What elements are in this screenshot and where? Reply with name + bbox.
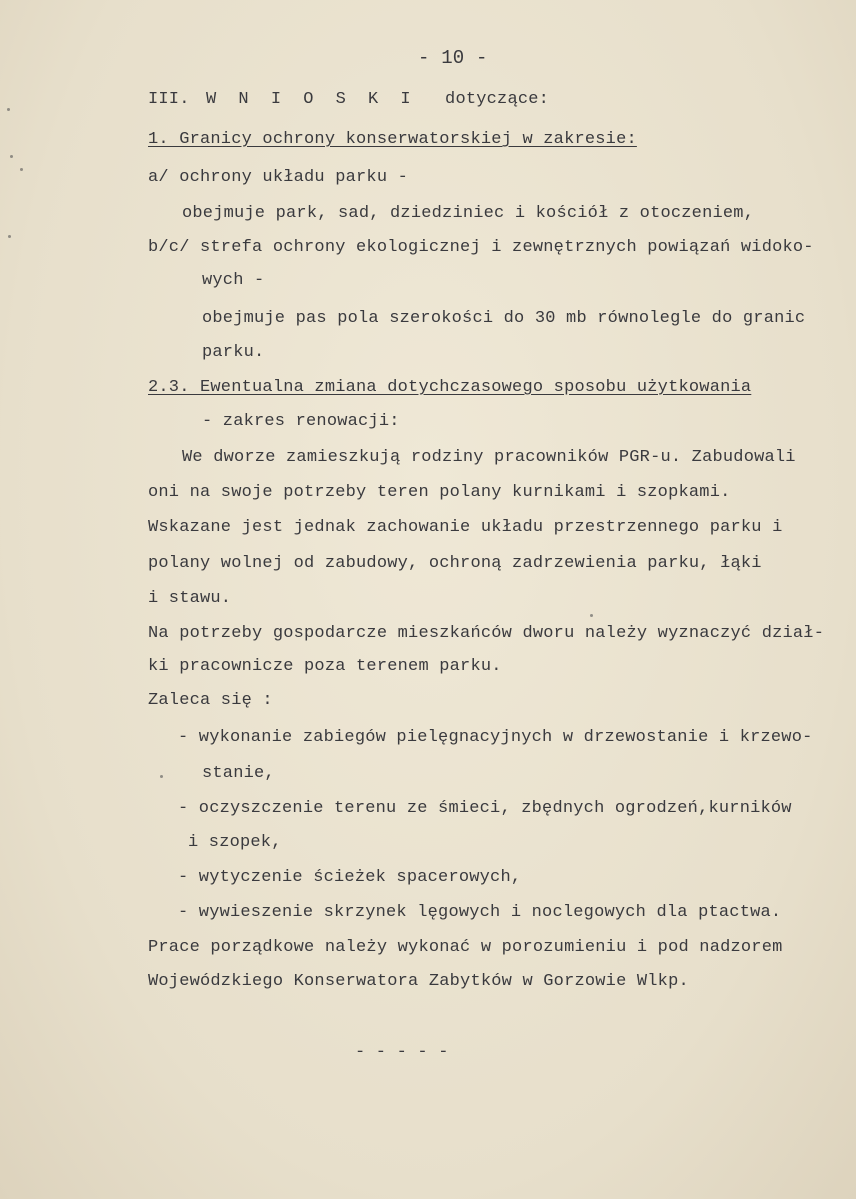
closing-line: Prace porządkowe należy wykonać w porozumieniu i pod nadzorem xyxy=(148,938,783,957)
section-23-subtitle: - zakres renowacji: xyxy=(202,412,400,431)
section-1-item-bc-cont: wych - xyxy=(202,271,265,290)
paragraph-line: Na potrzeby gospodarcze mieszkańców dworu należy wyznaczyć dział- xyxy=(148,624,825,643)
section-1-item-bc: b/c/ strefa ochrony ekologicznej i zewnętrznych powiązań widoko- xyxy=(148,238,814,257)
paper-speck xyxy=(10,155,13,158)
paragraph-line: i stawu. xyxy=(148,589,232,608)
heading-suffix: dotyczące: xyxy=(445,90,550,109)
paragraph-line: Zaleca się : xyxy=(148,691,273,710)
heading-numeral: III. xyxy=(148,90,190,109)
end-mark: - - - - - xyxy=(355,1043,449,1062)
bullet-item-cont: i szopek, xyxy=(188,833,282,852)
bullet-item: - wykonanie zabiegów pielęgnacyjnych w drzewostanie i krzewo- xyxy=(178,728,813,747)
section-1-item-bc-desc: obejmuje pas pola szerokości do 30 mb równolegle do granic xyxy=(202,309,806,328)
paragraph-line: We dworze zamieszkują rodziny pracowników PGR-u. Zabudowali xyxy=(182,448,796,467)
bullet-item: - oczyszczenie terenu ze śmieci, zbędnych ogrodzeń,kurników xyxy=(178,799,792,818)
paragraph-line: polany wolnej od zabudowy, ochroną zadrzewienia parku, łąki xyxy=(148,554,762,573)
closing-line: Wojewódzkiego Konserwatora Zabytków w Gorzowie Wlkp. xyxy=(148,972,689,991)
section-1-item-a: a/ ochrony układu parku - xyxy=(148,168,409,187)
paper-speck xyxy=(8,235,11,238)
paper-speck xyxy=(7,108,10,111)
section-1-item-bc-desc-cont: parku. xyxy=(202,343,265,362)
section-1-title: 1. Granicy ochrony konserwatorskiej w zakresie: xyxy=(148,130,637,149)
paper-speck xyxy=(160,775,163,778)
paper-speck xyxy=(590,614,593,617)
section-1-item-a-desc: obejmuje park, sad, dziedziniec i kościół z otoczeniem, xyxy=(182,204,755,223)
paper-speck xyxy=(20,168,23,171)
section-23-title: 2.3. Ewentualna zmiana dotychczasowego sposobu użytkowania xyxy=(148,378,752,397)
paragraph-line: oni na swoje potrzeby teren polany kurnikami i szopkami. xyxy=(148,483,731,502)
heading-title: W N I O S K I xyxy=(206,90,417,109)
bullet-item: - wywieszenie skrzynek lęgowych i noclegowych dla ptactwa. xyxy=(178,903,782,922)
page-number: - 10 - xyxy=(418,47,488,69)
section-heading xyxy=(148,90,549,110)
bullet-item: - wytyczenie ścieżek spacerowych, xyxy=(178,868,522,887)
bullet-item-cont: stanie, xyxy=(202,764,275,783)
paragraph-line: Wskazane jest jednak zachowanie układu przestrzennego parku i xyxy=(148,518,783,537)
paragraph-line: ki pracownicze poza terenem parku. xyxy=(148,657,502,676)
